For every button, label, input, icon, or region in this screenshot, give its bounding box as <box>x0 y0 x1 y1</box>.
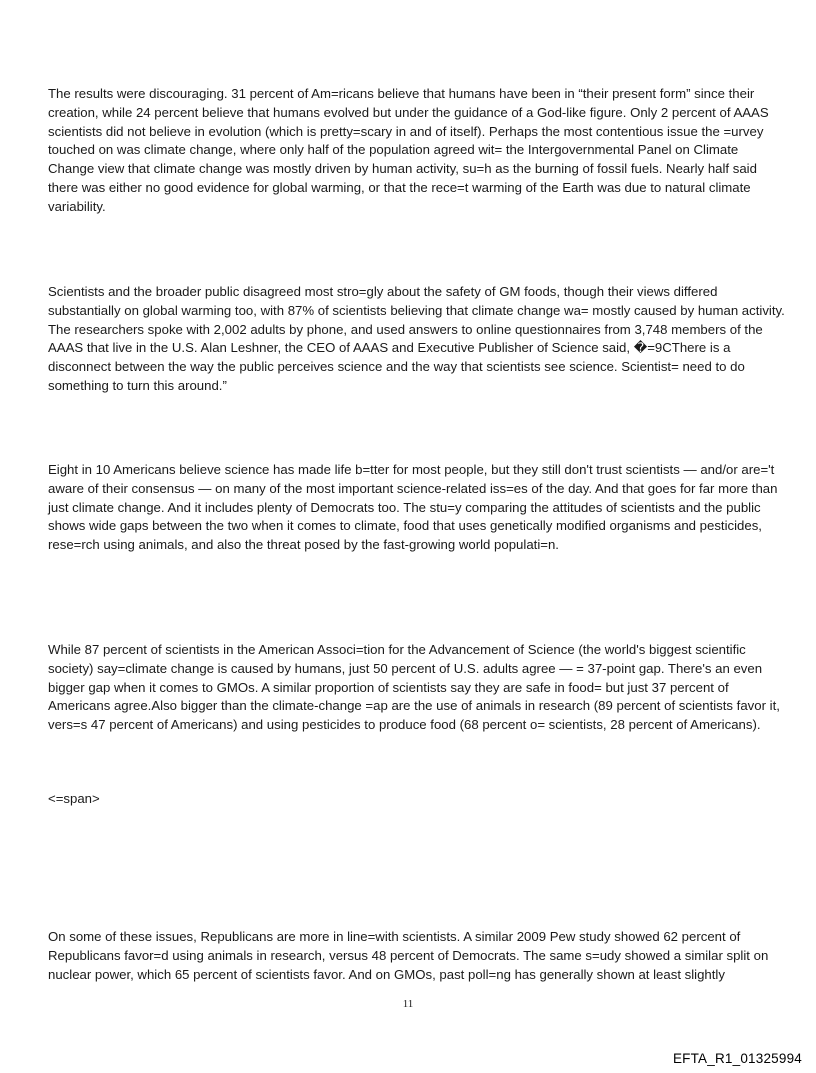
page-number: 11 <box>402 998 414 1010</box>
paragraph-span-artifact: <=span> <box>48 791 100 806</box>
paragraph-climate-gap: While 87 percent of scientists in the American Associ=tion for the Advancement of Science (the world's biggest scientific society) say=climate change is caused by humans, just 50 percent of U.S. adults agree — = 37-point gap. There's an even bigger gap when it comes to GMOs. A similar proportion of scientists say they are safe in food= but just 37 percent of Americans agree.Also bigger than the climate-change =ap are the use of animals in research (89 percent of scientists favor it, vers=s 47 percent of Americans) and using pesticides to produce food (68 percent o= scientists, 28 percent of Americans). <box>48 642 780 733</box>
paragraph-gm-foods: Scientists and the broader public disagreed most stro=gly about the safety of GM foods, though their views differed substantially on global warming too, with 87% of scientists believing that climate change wa= mostly caused by human activity. The researchers spoke with 2,002 adults by phone, and used answers to online questionnaires from 3,748 members of the AAAS that live in the U.S. Alan Leshner, the CEO of AAAS and Executive Publisher of Science said, �=9CThere is a disconnect between the way the public perceives science and the way that scientists see science. Scientist= need to do something to turn this around.” <box>48 284 785 393</box>
paragraph-republicans: On some of these issues, Republicans are more in line=with scientists. A similar 2009 Pew study showed 62 percent of Republicans favor=d using animals in research, versus 48 percent of Democrats. The same s=udy showed a similar split on nuclear power, which 65 percent of scientists favor. And on GMOs, past poll=ng has generally shown at least slightly <box>48 929 769 982</box>
paragraph-results: The results were discouraging. 31 percent of Am=ricans believe that humans have been in “their present form” since their creation, while 24 percent believe that humans evolved but under the guidance of a God-like figure. Only 2 percent of AAAS scientists did not believe in evolution (which is pretty=scary in and of itself). Perhaps the most contentious issue the =urvey touched on was climate change, where only half of the population agreed wit= the Intergovernmental Panel on Climate Change view that climate change was mostly driven by human activity, su=h as the burning of fossil fuels. Nearly half said there was either no good evidence for global warming, or that the rece=t warming of the Earth was due to natural climate variability. <box>48 86 769 214</box>
paragraph-trust: Eight in 10 Americans believe science has made life b=tter for most people, but they still don't trust scientists — and/or are='t aware of their consensus — on many of the most important science-related iss=es of the day. And that goes for far more than just climate change. And it includes plenty of Democrats too. The stu=y comparing the attitudes of scientists and the public shows wide gaps between the two when it comes to climate, food that uses genetically modified organisms and pesticides, rese=rch using animals, and also the threat posed by the fast-growing world populati=n. <box>48 462 778 553</box>
document-id: EFTA_R1_01325994 <box>672 1051 802 1066</box>
